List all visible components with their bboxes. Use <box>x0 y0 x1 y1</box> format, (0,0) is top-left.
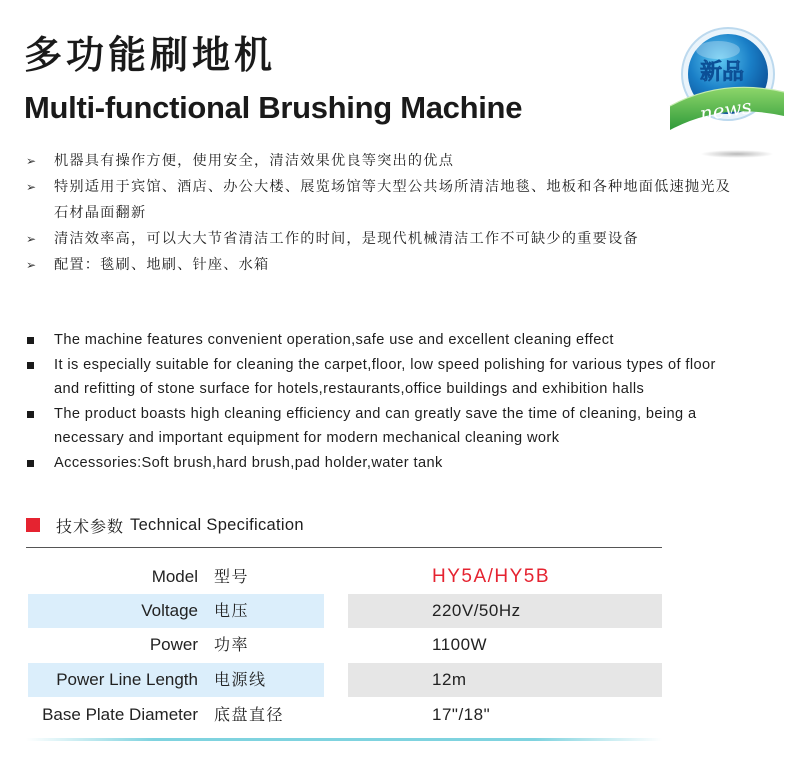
list-item <box>24 174 744 226</box>
spec-label-cn: 型号 <box>214 567 250 586</box>
spec-row-voltage <box>0 594 670 628</box>
spec-label-cn: 功率 <box>214 635 250 654</box>
red-square-icon <box>26 518 40 532</box>
spec-row-base-plate-diameter <box>0 698 670 732</box>
feature-text-en: The machine features convenient operation,safe use and excellent cleaning effect <box>54 332 614 348</box>
spec-row-power-line-length <box>0 663 670 697</box>
list-item <box>24 148 744 174</box>
page-title-en: Multi-functional Brushing Machine <box>24 90 523 125</box>
spec-heading-en: Technical Specification <box>130 515 304 534</box>
badge-text-cn: 新品 <box>699 60 745 85</box>
spec-value: 220V/50Hz <box>432 601 521 620</box>
spec-heading <box>26 512 304 538</box>
spec-value: HY5A/HY5B <box>432 566 551 587</box>
feature-text-cn: 特别适用于宾馆、酒店、办公大楼、展览场馆等大型公共场所清洁地毯、地板和各种地面低速抛光及石材晶面翻新 <box>54 179 732 221</box>
arrow-bullet-icon: ➢ <box>26 180 38 194</box>
list-item <box>24 451 744 476</box>
list-item <box>24 328 744 353</box>
feature-text-cn: 清洁效率高，可以大大节省清洁工作的时间，是现代机械清洁工作不可缺少的重要设备 <box>54 231 639 247</box>
square-bullet-icon <box>27 411 34 418</box>
list-item <box>24 353 744 402</box>
feature-text-en: The product boasts high cleaning efficiency and can greatly save the time of cleaning, being a necessary and important equipment for modern mechanical cleaning work <box>54 405 697 446</box>
square-bullet-icon <box>27 337 34 344</box>
spec-label-cn: 电压 <box>214 601 250 620</box>
feature-text-cn: 配置：毯刷、地刷、针座、水箱 <box>54 257 270 273</box>
page-title-cn: 多功能刷地机 <box>24 33 277 77</box>
feature-list-cn <box>24 148 744 278</box>
arrow-bullet-icon: ➢ <box>26 258 38 272</box>
square-bullet-icon <box>27 460 34 467</box>
row-value-background <box>348 663 662 697</box>
spec-label-en: Model <box>151 567 198 586</box>
spec-row-power <box>0 628 670 662</box>
feature-text-en: Accessories:Soft brush,hard brush,pad holder,water tank <box>54 454 443 471</box>
spec-value: 12m <box>432 670 467 689</box>
spec-value: 1100W <box>432 635 488 654</box>
feature-text-en: It is especially suitable for cleaning the carpet,floor, low speed polishing for various types of floor and refitting of stone surface for hotels,restaurants,office buildings and exhibition halls <box>54 356 716 397</box>
spec-label-cn: 底盘直径 <box>214 705 285 724</box>
badge-text-en: news <box>698 94 754 126</box>
arrow-bullet-icon: ➢ <box>26 232 38 246</box>
news-badge-icon <box>660 26 788 146</box>
spec-label-cn: 电源线 <box>214 670 267 689</box>
arrow-bullet-icon: ➢ <box>26 154 38 168</box>
spec-heading-cn: 技术参数 <box>56 516 125 536</box>
list-item <box>24 402 744 451</box>
square-bullet-icon <box>27 362 34 369</box>
bottom-divider <box>26 738 662 741</box>
list-item <box>24 226 744 252</box>
spec-label-en: Voltage <box>141 601 198 620</box>
spec-label-en: Base Plate Diameter <box>42 705 198 724</box>
spec-value: 17"/18" <box>432 705 491 724</box>
divider <box>26 547 662 548</box>
list-item <box>24 252 744 278</box>
spec-row-model <box>0 560 670 594</box>
spec-label-en: Power Line Length <box>56 670 198 689</box>
spec-label-en: Power <box>149 635 198 654</box>
feature-list-en <box>24 328 744 475</box>
feature-text-cn: 机器具有操作方便，使用安全，清洁效果优良等突出的优点 <box>54 153 455 169</box>
